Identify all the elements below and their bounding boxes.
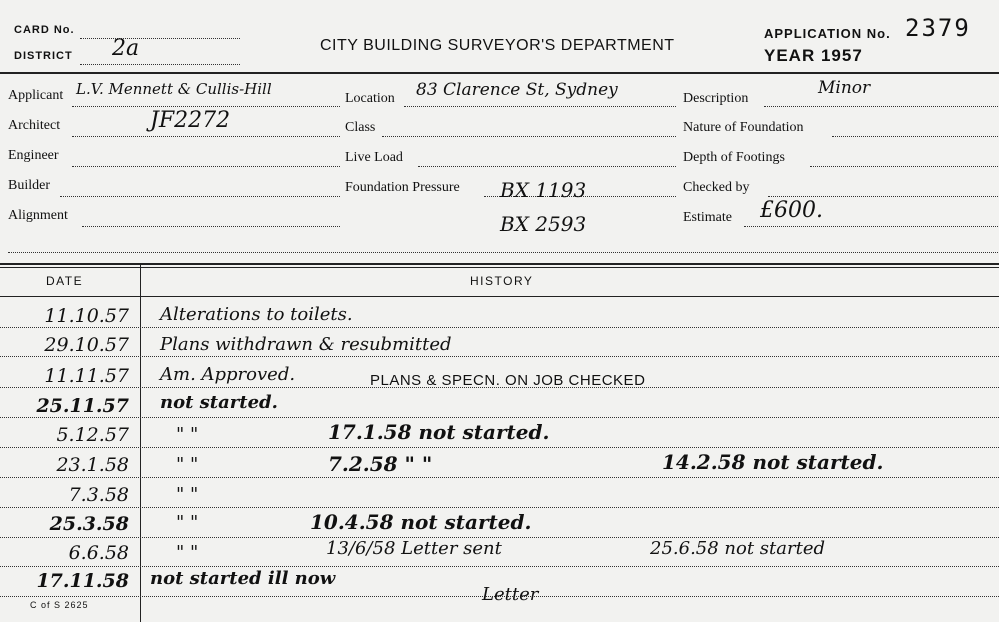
row-line: [0, 417, 999, 418]
history-note: 7.2.58 " ": [328, 452, 433, 476]
district-value: 2a: [112, 36, 140, 61]
history-date: 25.11.57: [36, 395, 129, 417]
history-entry: Am. Approved.: [160, 364, 296, 385]
architect-label: Architect: [8, 118, 61, 133]
row-line: [0, 566, 999, 567]
checked-by-label: Checked by: [683, 180, 750, 195]
estimate-label: Estimate: [683, 210, 732, 225]
district-label: DISTRICT: [14, 50, 73, 62]
history-entry: not started ill now: [150, 568, 336, 589]
row-line: [0, 477, 999, 478]
history-top-rule: [0, 263, 999, 265]
history-note: 25.6.58 not started: [650, 538, 826, 559]
checked-by-line: [768, 196, 998, 197]
history-entry: " ": [176, 424, 199, 445]
estimate-line: [744, 226, 998, 227]
history-entry: Plans withdrawn & resubmitted: [160, 334, 452, 355]
history-header: HISTORY: [470, 274, 534, 288]
date-column-divider: [140, 265, 141, 622]
header-rule: [0, 72, 999, 74]
field-block-bottom-line: [8, 252, 998, 253]
class-line: [382, 136, 676, 137]
history-note: 14.2.58 not started.: [662, 450, 884, 474]
engineer-line: [72, 166, 340, 167]
history-date: 11.10.57: [44, 305, 129, 327]
history-date: 17.11.58: [36, 570, 129, 592]
row-line: [0, 447, 999, 448]
department-title: CITY BUILDING SURVEYOR'S DEPARTMENT: [320, 37, 675, 54]
location-value: 83 Clarence St, Sydney: [416, 80, 618, 100]
applicant-label: Applicant: [8, 88, 64, 103]
live-load-line: [418, 166, 676, 167]
depth-of-footings-label: Depth of Footings: [683, 150, 785, 165]
description-line: [764, 106, 998, 107]
nature-of-foundation-line: [832, 136, 998, 137]
depth-of-footings-line: [810, 166, 998, 167]
form-code: C of S 2625: [30, 600, 89, 610]
history-entry: not started.: [160, 392, 278, 413]
architect-value: JF2272: [150, 108, 231, 133]
location-label: Location: [345, 91, 395, 106]
nature-of-foundation-label: Nature of Foundation: [683, 120, 804, 135]
description-value: Minor: [818, 78, 871, 98]
district-line: [80, 64, 240, 65]
class-label: Class: [345, 120, 376, 135]
approval-stamp: PLANS & SPECN. ON JOB CHECKED: [370, 372, 646, 389]
bx-reference-2: BX 2593: [500, 212, 587, 236]
history-note: 13/6/58 Letter sent: [326, 538, 502, 559]
history-entry: " ": [176, 542, 199, 563]
card-no-label: CARD No.: [14, 24, 75, 36]
history-entry: Alterations to toilets.: [160, 304, 353, 325]
history-note: Letter: [482, 584, 539, 605]
builder-line: [60, 196, 340, 197]
history-date: 7.3.58: [68, 484, 129, 506]
history-date: 11.11.57: [44, 365, 129, 387]
bx-reference-1: BX 1193: [500, 178, 587, 202]
application-number: 2379: [905, 14, 971, 42]
application-year: YEAR 1957: [764, 46, 863, 65]
row-line: [0, 356, 999, 357]
engineer-label: Engineer: [8, 148, 59, 163]
history-entry: " ": [176, 484, 199, 505]
builder-label: Builder: [8, 178, 50, 193]
history-date: 5.12.57: [56, 424, 129, 446]
description-label: Description: [683, 91, 749, 106]
applicant-line: [72, 106, 340, 107]
history-entry: " ": [176, 454, 199, 475]
card-no-line: [80, 38, 240, 39]
date-header: DATE: [46, 274, 84, 288]
live-load-label: Live Load: [345, 150, 403, 165]
history-date: 29.10.57: [44, 334, 129, 356]
history-entry: " ": [176, 512, 199, 533]
alignment-label: Alignment: [8, 208, 68, 223]
history-note: 17.1.58 not started.: [328, 420, 550, 444]
history-date: 25.3.58: [49, 513, 129, 535]
alignment-line: [82, 226, 340, 227]
application-number-label: APPLICATION No.: [764, 26, 891, 41]
applicant-value: L.V. Mennett & Cullis-Hill: [76, 80, 272, 98]
row-line: [0, 507, 999, 508]
history-date: 6.6.58: [68, 542, 129, 564]
history-header-rule: [0, 296, 999, 297]
location-line: [404, 106, 676, 107]
history-top-rule-2: [0, 267, 999, 268]
row-line: [0, 327, 999, 328]
architect-line: [72, 136, 340, 137]
history-date: 23.1.58: [56, 454, 129, 476]
foundation-pressure-label: Foundation Pressure: [345, 180, 460, 195]
history-note: 10.4.58 not started.: [310, 510, 532, 534]
estimate-value: £600.: [760, 198, 823, 223]
